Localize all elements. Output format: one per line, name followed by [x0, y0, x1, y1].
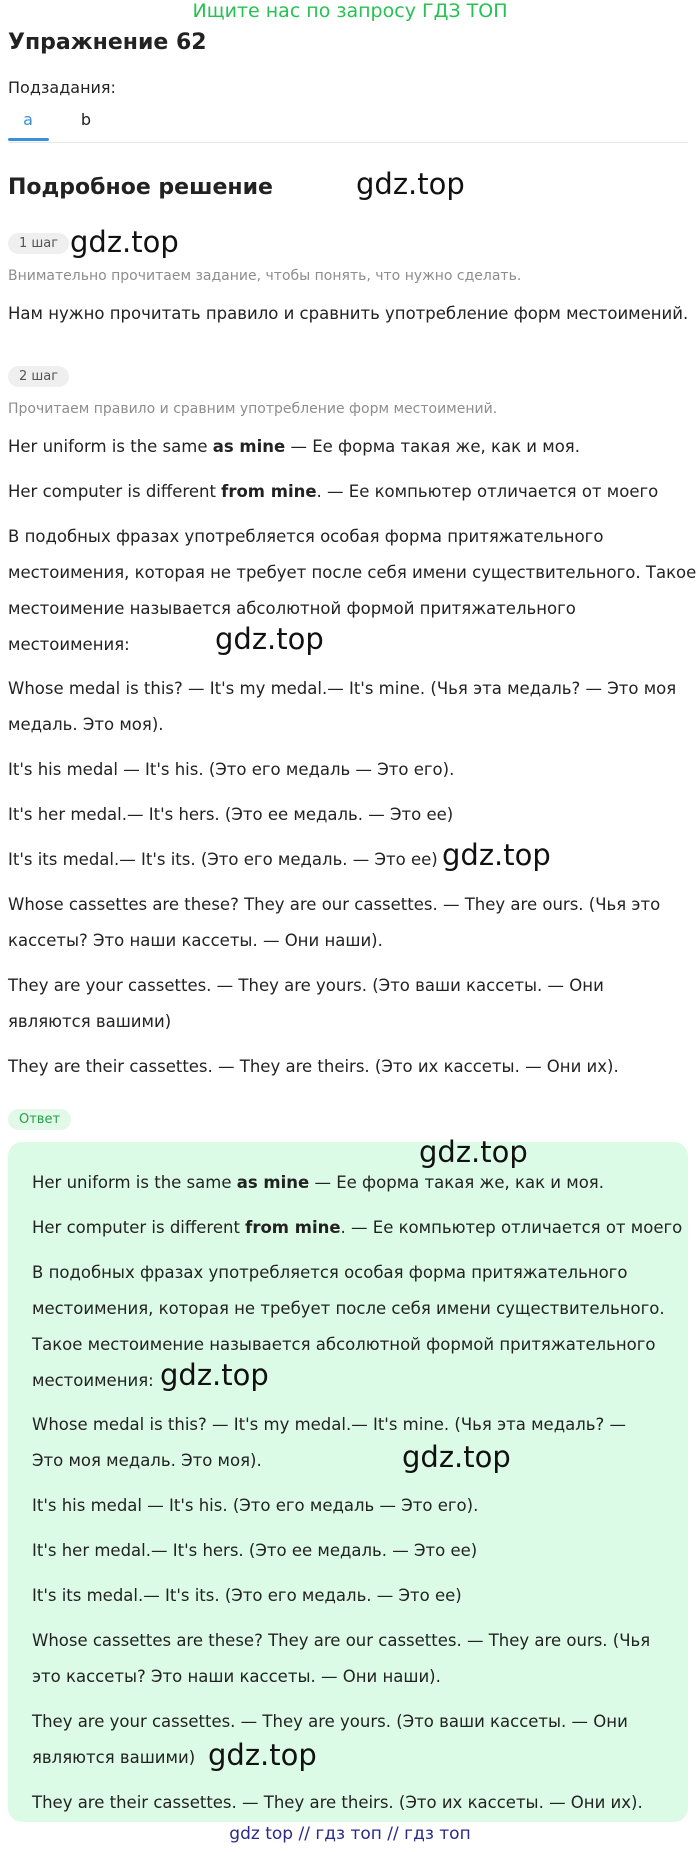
example-line: Her uniform is the same as mine — Ее форма такая же, как и моя. [8, 437, 580, 456]
answer-line: Her uniform is the same as mine — Ее форма такая же, как и моя. [32, 1173, 604, 1192]
step-badge: 1 шаг [8, 233, 69, 254]
watermark: gdz.top [419, 1135, 528, 1169]
example-line: They are your cassettes. — They are yours. (Это ваши кассеты. — Они являются вашими) [8, 976, 604, 1031]
answer-line: Her computer is different from mine. — Ее компьютер отличается от моего [32, 1218, 683, 1237]
example-line: Whose medal is this? — It's my medal.— It's mine. (Чья эта медаль? — Это моя медаль. Это моя). [8, 679, 677, 734]
search-banner[interactable]: Ищите нас по запросу ГДЗ ТОП [192, 0, 508, 22]
answer-line: Whose medal is this? — It's my medal.— It's mine. (Чья эта медаль? — Это моя медаль. Это моя). [32, 1415, 626, 1470]
example-line: It's her medal.— It's hers. (Это ее медаль. — Это ее) [8, 805, 454, 824]
rule-paragraph: В подобных фразах употребляется особая форма притяжательного местоимения, которая не требует после себя имени существительного. Такое местоимение называется абсолютной формой притяжательного местоимения: [8, 527, 697, 654]
example-line: They are their cassettes. — They are theirs. (Это их кассеты. — Они их). [8, 1057, 619, 1076]
subtasks-label: Подзадания: [8, 78, 116, 97]
watermark: gdz.top [70, 225, 179, 259]
answer-line: They are their cassettes. — They are theirs. (Это их кассеты. — Они их). [32, 1793, 643, 1812]
tab-b[interactable]: b [80, 110, 92, 129]
watermark: gdz.top [356, 167, 465, 201]
active-tab-indicator [8, 138, 49, 141]
answer-line: It's her medal.— It's hers. (Это ее медаль. — Это ее) [32, 1541, 478, 1560]
subtask-tabs [8, 106, 688, 143]
watermark: gdz.top [160, 1358, 269, 1392]
answer-rule-paragraph: В подобных фразах употребляется особая форма притяжательного местоимения, которая не требует после себя имени существительного. Такое местоимение называется абсолютной формой притяжательного местоимения: [32, 1263, 665, 1390]
answer-badge: Ответ [8, 1109, 71, 1130]
footer-links[interactable]: gdz top // гдз топ // гдз топ [229, 1824, 471, 1844]
solution-heading: Подробное решение [8, 175, 273, 200]
watermark: gdz.top [402, 1440, 511, 1474]
step-badge: 2 шаг [8, 366, 69, 387]
tab-a[interactable]: a [23, 110, 33, 129]
watermark: gdz.top [215, 622, 324, 656]
example-line: It's its medal.— It's its. (Это его медаль. — Это ее) [8, 850, 438, 869]
example-line: It's his medal — It's his. (Это его медаль — Это его). [8, 760, 455, 779]
step-hint: Внимательно прочитаем задание, чтобы понять, что нужно сделать. [8, 268, 522, 284]
answer-line: It's his medal — It's his. (Это его медаль — Это его). [32, 1496, 479, 1515]
example-line: Her computer is different from mine. — Ее компьютер отличается от моего [8, 482, 659, 501]
step-text: Нам нужно прочитать правило и сравнить употребление форм местоимений. [8, 304, 689, 323]
watermark: gdz.top [208, 1738, 317, 1772]
answer-line: Whose cassettes are these? They are our cassettes. — They are ours. (Чья это кассеты? Это наши кассеты. — Они наши). [32, 1631, 651, 1686]
step-hint: Прочитаем правило и сравним употребление форм местоимений. [8, 401, 498, 417]
page-title: Упражнение 62 [8, 30, 207, 55]
watermark: gdz.top [442, 838, 551, 872]
answer-line: They are your cassettes. — They are yours. (Это ваши кассеты. — Они являются вашими) [32, 1712, 628, 1767]
answer-line: It's its medal.— It's its. (Это его медаль. — Это ее) [32, 1586, 462, 1605]
example-line: Whose cassettes are these? They are our cassettes. — They are ours. (Чья это кассеты? Это наши кассеты. — Они наши). [8, 895, 661, 950]
